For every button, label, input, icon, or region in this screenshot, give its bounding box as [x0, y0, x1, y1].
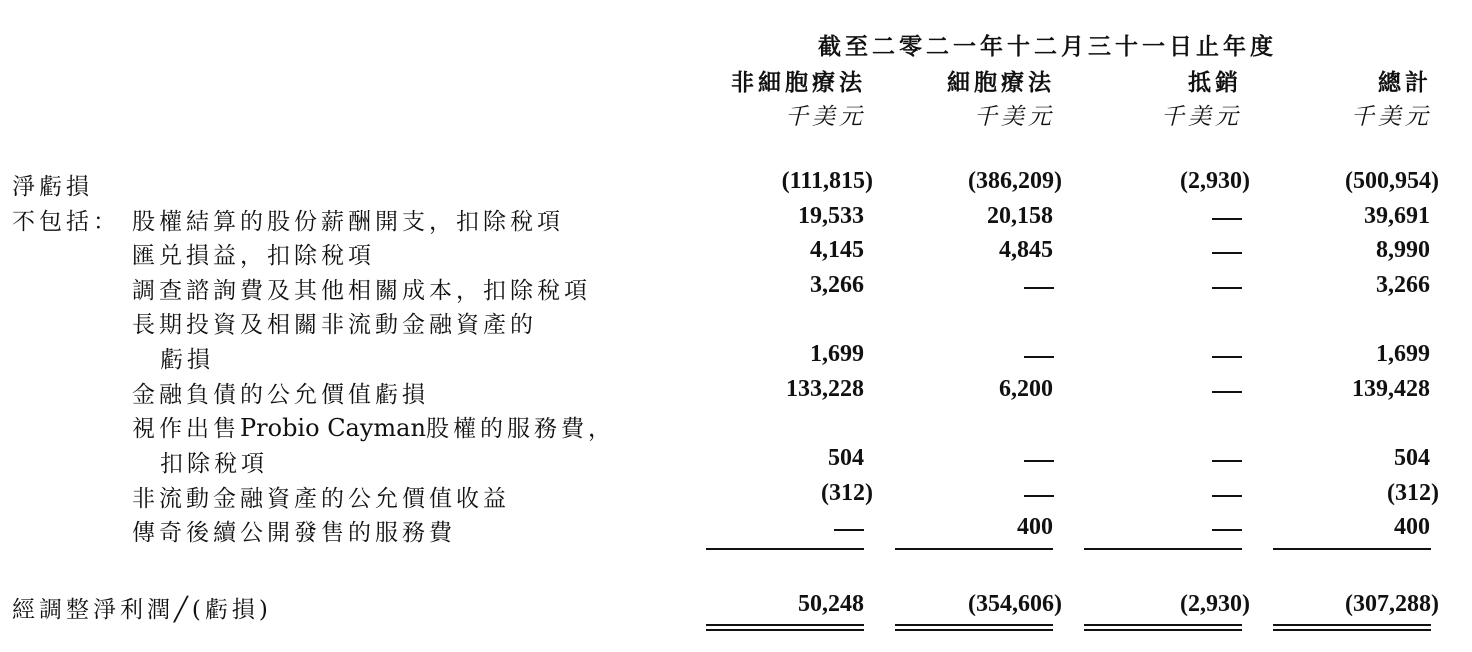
- row-label-lt-invest-line2: 虧損: [160, 347, 214, 373]
- total-double-rule-bottom-elim: [1084, 629, 1242, 631]
- column-unit-elimination: 千美元: [1161, 104, 1242, 130]
- column-header-elimination: 抵銷: [1188, 70, 1242, 96]
- row-label-deemed-disposal-line2: 扣除稅項: [160, 451, 268, 477]
- cell-share-comp-elim-dash: [1212, 218, 1242, 220]
- cell-lt-invest-cell-dash: [1024, 356, 1054, 358]
- cell-fv-gain-total: (312): [1387, 480, 1439, 506]
- row-prefix-excluding: 不包括：: [12, 209, 120, 235]
- row-label-deemed-disposal-line1: 視作出售Probio Cayman股權的服務費，: [132, 414, 615, 442]
- cell-net-loss-elim: (2,930): [1180, 168, 1250, 194]
- row-label-share-based-comp: 股權結算的股份薪酬開支，扣除稅項: [132, 209, 564, 235]
- cell-offering-non-cell-dash: [834, 529, 864, 531]
- cell-lt-invest-non-cell: 1,699: [810, 341, 864, 367]
- cell-deemed-disposal-elim-dash: [1212, 460, 1242, 462]
- cell-fx-elim-dash: [1212, 252, 1242, 254]
- column-header-cell-therapy: 細胞療法: [947, 70, 1055, 96]
- row-label-fx: 匯兑損益，扣除稅項: [132, 243, 375, 269]
- cell-offering-total: 400: [1394, 514, 1430, 540]
- cell-adjusted-total: (307,288): [1345, 591, 1439, 617]
- cell-investigation-cell-dash: [1024, 287, 1054, 289]
- column-header-total: 總計: [1378, 70, 1432, 96]
- cell-fv-loss-total: 139,428: [1352, 376, 1430, 402]
- cell-deemed-disposal-non-cell: 504: [828, 445, 864, 471]
- cell-fv-loss-cell: 6,200: [999, 376, 1053, 402]
- row-label-lt-invest-line1: 長期投資及相關非流動金融資產的: [132, 312, 537, 338]
- cell-adjusted-elim: (2,930): [1180, 591, 1250, 617]
- row-label-fv-loss-liabilities: 金融負債的公允價值虧損: [132, 382, 429, 408]
- cell-investigation-elim-dash: [1212, 287, 1242, 289]
- cell-fx-non-cell: 4,145: [810, 237, 864, 263]
- period-header: 截至二零二一年十二月三十一日止年度: [818, 34, 1277, 60]
- cell-adjusted-non-cell: 50,248: [798, 591, 864, 617]
- column-unit-cell-therapy: 千美元: [974, 104, 1055, 130]
- cell-offering-elim-dash: [1212, 529, 1242, 531]
- row-label-investigation: 調查諮詢費及其他相關成本，扣除稅項: [132, 278, 591, 304]
- subtotal-rule-non-cell: [706, 548, 864, 550]
- total-double-rule-top-elim: [1084, 624, 1242, 626]
- cell-fv-gain-cell-dash: [1024, 495, 1054, 497]
- subtotal-rule-cell: [895, 548, 1053, 550]
- total-double-rule-bottom-total: [1273, 629, 1431, 631]
- column-unit-total: 千美元: [1351, 104, 1432, 130]
- subtotal-rule-elim: [1084, 548, 1242, 550]
- cell-share-comp-non-cell: 19,533: [798, 203, 864, 229]
- total-double-rule-bottom-non-cell: [706, 629, 864, 631]
- cell-net-loss-non-cell: (111,815): [781, 168, 873, 194]
- cell-fx-cell: 4,845: [999, 237, 1053, 263]
- cell-fx-total: 8,990: [1376, 237, 1430, 263]
- cell-share-comp-total: 39,691: [1364, 203, 1430, 229]
- cell-investigation-total: 3,266: [1376, 272, 1430, 298]
- row-label-fv-gain-assets: 非流動金融資產的公允價值收益: [132, 486, 510, 512]
- cell-deemed-disposal-cell-dash: [1024, 460, 1054, 462]
- cell-net-loss-total: (500,954): [1345, 168, 1439, 194]
- cell-fv-gain-non-cell: (312): [821, 480, 873, 506]
- total-double-rule-top-non-cell: [706, 624, 864, 626]
- cell-offering-cell: 400: [1017, 514, 1053, 540]
- cell-lt-invest-elim-dash: [1212, 356, 1242, 358]
- subtotal-rule-total: [1273, 548, 1431, 550]
- cell-net-loss-cell: (386,209): [968, 168, 1062, 194]
- cell-deemed-disposal-total: 504: [1394, 445, 1430, 471]
- cell-lt-invest-total: 1,699: [1376, 341, 1430, 367]
- column-header-non-cell-therapy: 非細胞療法: [731, 70, 866, 96]
- cell-fv-gain-elim-dash: [1212, 495, 1242, 497]
- cell-fv-loss-elim-dash: [1212, 391, 1242, 393]
- cell-investigation-non-cell: 3,266: [810, 272, 864, 298]
- cell-fv-loss-non-cell: 133,228: [786, 376, 864, 402]
- row-label-adjusted-net-profit-loss: 經調整淨利潤╱(虧損): [12, 597, 272, 623]
- total-double-rule-bottom-cell: [895, 629, 1053, 631]
- cell-share-comp-cell: 20,158: [987, 203, 1053, 229]
- total-double-rule-top-total: [1273, 624, 1431, 626]
- total-double-rule-top-cell: [895, 624, 1053, 626]
- row-label-net-loss: 淨虧損: [12, 174, 93, 200]
- column-unit-non-cell-therapy: 千美元: [785, 104, 866, 130]
- row-label-follow-on-offering: 傳奇後續公開發售的服務費: [132, 520, 456, 546]
- cell-adjusted-cell: (354,606): [968, 591, 1062, 617]
